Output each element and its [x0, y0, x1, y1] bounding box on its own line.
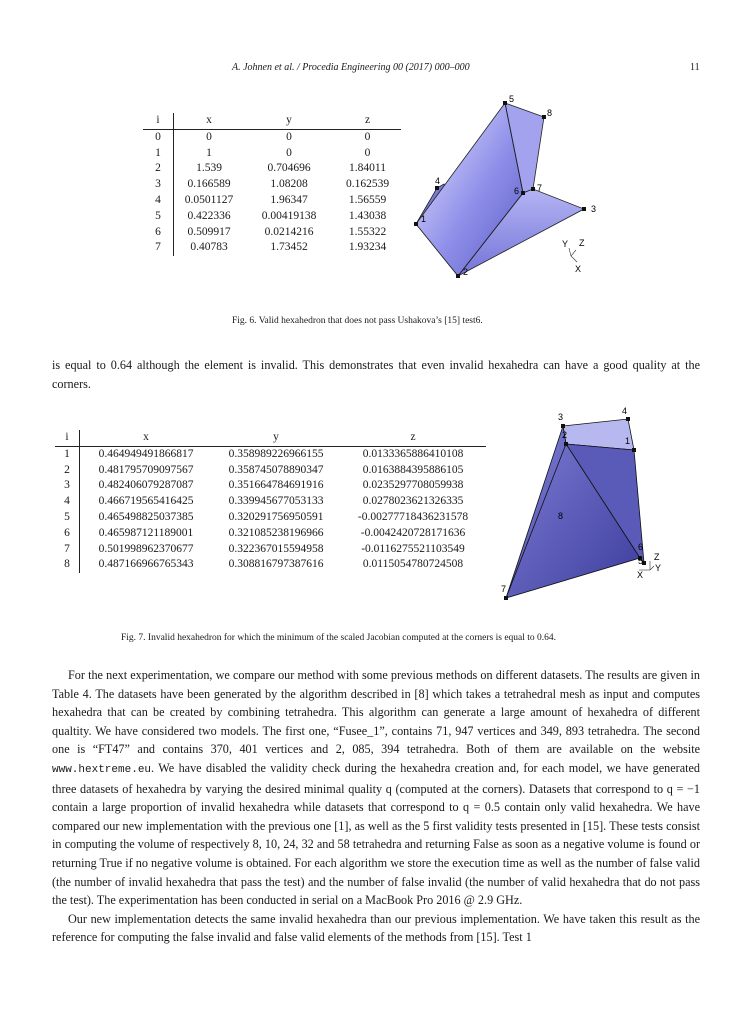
cell-y: 0.351664784691916	[228, 479, 324, 492]
vertex-marker	[626, 417, 630, 421]
vertex-table-fig6	[143, 113, 401, 256]
vertex-label: 8	[558, 511, 564, 521]
vertex-table-fig7	[55, 430, 486, 573]
cell-x: 0.422336	[187, 209, 231, 222]
cell-i: 1	[143, 146, 174, 162]
cell-x: 0.0501127	[184, 193, 234, 206]
cell-z: 0.0133365886410108	[362, 447, 464, 460]
cell-y: 1.96347	[270, 193, 308, 206]
cell-z: 1.93234	[348, 241, 387, 254]
vertex-marker	[435, 186, 439, 190]
col-header-z: z	[334, 113, 401, 129]
cell-z: 0.0235297708059938	[362, 479, 464, 492]
vertex-marker	[542, 115, 546, 119]
axis-label-y: Y	[562, 239, 569, 249]
cell-x: 0	[206, 130, 212, 143]
col-header-i: i	[143, 113, 174, 129]
table-row	[143, 225, 401, 241]
cell-x: 0.464949491866817	[98, 447, 194, 460]
vertex-label: 7	[537, 183, 543, 193]
vertex-marker	[564, 442, 568, 446]
table-row	[143, 209, 401, 225]
vertex-label: 8	[547, 108, 553, 118]
figure-7-caption: Fig. 7. Invalid hexahedron for which the minimum of the scaled Jacobian computed at the corners is equal to 0.64.	[121, 633, 557, 643]
body-section	[52, 666, 700, 947]
cell-i: 3	[143, 177, 174, 193]
cell-y: 0	[286, 130, 292, 143]
cell-y: 0.358989226966155	[228, 447, 324, 460]
axis-line	[569, 248, 571, 256]
cell-z: 1.55322	[348, 225, 387, 238]
vertex-marker	[521, 191, 525, 195]
cell-z: 0.162539	[345, 178, 390, 191]
paragraph	[52, 356, 700, 393]
paragraph-text: Our new implementation detects the same invalid hexahedra than our previous implementation. We have taken this result as the reference for computing the false invalid and false valid elements of the methods from [15]. Test 1	[52, 911, 700, 945]
hexahedron-figure-7	[498, 400, 678, 605]
cell-y: 1.73452	[270, 241, 308, 254]
axis-label-z: Z	[654, 552, 660, 562]
paragraph	[52, 666, 700, 910]
cell-i: 6	[55, 526, 80, 542]
vertex-marker	[632, 448, 636, 452]
cell-i: 2	[55, 463, 80, 479]
cell-i: 5	[55, 510, 80, 526]
paragraph-text: For the next experimentation, we compare our method with some previous methods on different datasets. The results are given in Table 4. The datasets have been generated by the algorithm described in [8] which takes a tetrahedral mesh as input and computes hexahedra that can be created by combining tetrahedra. This algorithm can generate a large amount of hexahedra of different qualtity. We have considered two models. The first one, “Fusee_1”, contains 71, 947 vertices and 349, 893 tetrahedra. The second one is “FT47” and contains 370, 401 vertices and 2, 085, 394 tetrahedra. Both of them are available on the website	[52, 668, 700, 757]
col-header-x: x	[174, 113, 245, 129]
cell-y: 0.308816797387616	[228, 558, 324, 571]
table-row	[143, 177, 401, 193]
cell-x: 1	[206, 146, 212, 159]
cell-z: 1.56559	[348, 193, 387, 206]
cell-x: 0.501998962370677	[98, 542, 194, 555]
table-row	[143, 146, 401, 162]
cell-i: 8	[55, 557, 80, 573]
col-header-i: i	[55, 430, 80, 446]
table-row	[143, 193, 401, 209]
cell-z: -0.0042420728171636	[360, 526, 466, 539]
table-header-row	[55, 430, 486, 446]
cell-i: 7	[55, 542, 80, 558]
cell-y: 0.321085238196966	[228, 526, 324, 539]
cell-z: -0.0116275521103549	[361, 542, 465, 555]
vertex-marker	[414, 222, 418, 226]
paragraph	[52, 910, 700, 947]
axis-label-z: Z	[579, 238, 585, 248]
cell-i: 3	[55, 478, 80, 494]
vertex-marker	[503, 101, 507, 105]
vertex-label: 1	[625, 436, 631, 446]
table-row	[55, 510, 486, 526]
col-header-y: y	[244, 113, 334, 129]
cell-i: 2	[143, 161, 174, 177]
paragraph-text: is equal to 0.64 although the element is invalid. This demonstrates that even invalid hexahedra can have a good quality at the corners.	[52, 358, 700, 391]
table-row	[55, 557, 486, 573]
cell-x: 0.40783	[190, 241, 228, 254]
cell-x: 0.465498825037385	[98, 510, 194, 523]
vertex-label: 5	[509, 94, 515, 104]
cell-z: 0.0278023621326335	[362, 495, 464, 508]
paragraph-text: . We have disabled the validity check during the hexahedra creation and, for each model, we have generated three datasets of hexahedra by varying the desired minimal quality q (computed at the corners). Datasets that correspond to q = −1 contain a large proportion of invalid hexahedra while datasets that correspond to q = 0.5 contain only valid hexahedra. We have compared our new implementation with the previous one [1], as well as the 5 first validity tests presented in [15]. These tests consist in computing the volume of respectively 8, 10, 24, 32 and 58 tetrahedra and returning False as soon as a negative volume is found or returning True if no negative volume is obtained. For each algorithm we store the execution time as well as the number of false valid (the number of invalid hexahedra that pass the test) and the number of false invalid (the number of valid hexahedra that do not pass the test). The experimentation has been conducted in serial on a MacBook Pro 2016 @ 2.9 GHz.	[52, 760, 700, 908]
table-row	[143, 240, 401, 256]
cell-y: 0	[286, 146, 292, 159]
cell-x: 1.539	[196, 162, 222, 175]
vertex-label: 6	[514, 186, 520, 196]
cell-i: 1	[55, 446, 80, 462]
cell-y: 0.704696	[267, 162, 311, 175]
running-title: A. Johnen et al. / Procedia Engineering 00 (2017) 000–000	[232, 62, 470, 73]
table-row	[55, 542, 486, 558]
table-row	[55, 526, 486, 542]
vertex-label: 1	[421, 214, 427, 224]
cell-i: 4	[55, 494, 80, 510]
axis-label-y: Y	[655, 563, 662, 573]
table-row	[143, 129, 401, 145]
cell-i: 4	[143, 193, 174, 209]
cell-x: 0.465987121189001	[98, 526, 194, 539]
table-row	[55, 494, 486, 510]
vertex-label: 6	[638, 542, 644, 552]
col-header-y: y	[212, 430, 340, 446]
cell-x: 0.466719565416425	[98, 495, 194, 508]
cell-z: 0.0163884395886105	[362, 463, 464, 476]
vertex-label: 2	[562, 430, 568, 440]
cell-z: 1.43038	[348, 209, 387, 222]
figure-6-caption: Fig. 6. Valid hexahedron that does not pass Ushakova’s [15] test6.	[232, 316, 483, 326]
cell-x: 0.166589	[187, 178, 231, 191]
page-number: 11	[690, 62, 700, 73]
vertex-label: 4	[435, 176, 441, 186]
table-row	[55, 446, 486, 462]
cell-y: 0.358745078890347	[228, 463, 324, 476]
vertex-marker	[582, 207, 586, 211]
cell-z: 0	[364, 130, 371, 143]
cell-x: 0.487166966765343	[98, 558, 194, 571]
hexahedron-figure-6	[408, 90, 612, 290]
axis-line	[650, 566, 654, 570]
vertex-label: 4	[622, 406, 628, 416]
cell-x: 0.481795709097567	[98, 463, 194, 476]
website-link[interactable]: www.hextreme.eu	[52, 763, 152, 776]
vertex-label: 3	[591, 204, 597, 214]
col-header-x: x	[80, 430, 213, 446]
vertex-label: 2	[463, 267, 469, 277]
vertex-marker	[456, 274, 460, 278]
cell-i: 6	[143, 225, 174, 241]
cell-z: -0.00277718436231578	[357, 510, 469, 523]
axis-label-x: X	[637, 570, 644, 580]
table-row	[55, 478, 486, 494]
vertex-label: 7	[501, 584, 507, 594]
cell-i: 0	[143, 129, 174, 145]
table-row	[55, 463, 486, 479]
cell-i: 5	[143, 209, 174, 225]
vertex-label: 3	[558, 412, 564, 422]
axis-line	[571, 250, 576, 256]
axis-label-x: X	[575, 264, 582, 274]
cell-x: 0.509917	[187, 225, 231, 238]
cell-y: 0.320291756950591	[228, 510, 324, 523]
vertex-label: 5	[638, 556, 644, 566]
cell-z: 1.84011	[349, 162, 386, 175]
cell-y: 0.0214216	[264, 225, 314, 238]
cell-y: 0.322367015594958	[228, 542, 324, 555]
col-header-z: z	[340, 430, 486, 446]
vertex-marker	[531, 187, 535, 191]
cell-z: 0	[364, 146, 371, 159]
cell-x: 0.482406079287087	[98, 479, 194, 492]
vertex-marker	[504, 596, 508, 600]
table-row	[143, 161, 401, 177]
axis-line	[571, 256, 577, 262]
cell-i: 7	[143, 240, 174, 256]
vertex-marker	[561, 424, 565, 428]
cell-z: 0.0115054780724508	[362, 558, 464, 571]
cell-y: 0.00419138	[261, 209, 317, 222]
table-header-row	[143, 113, 401, 129]
cell-y: 1.08208	[270, 178, 308, 191]
cell-y: 0.339945677053133	[228, 495, 324, 508]
